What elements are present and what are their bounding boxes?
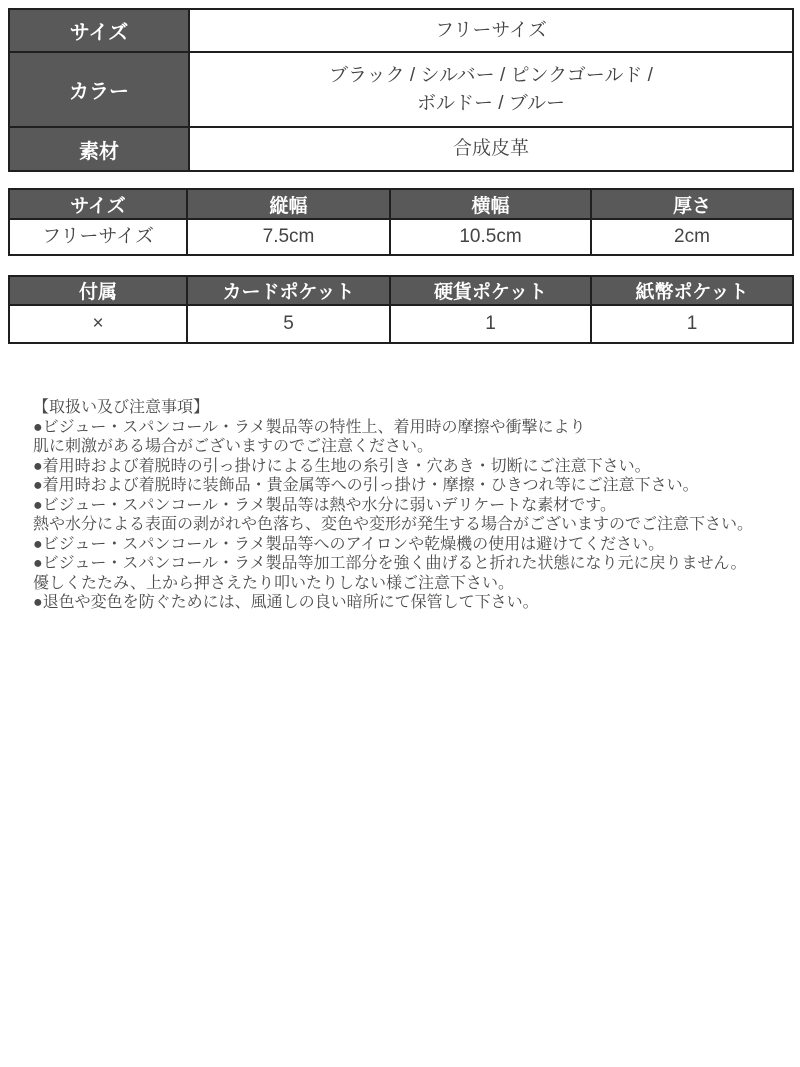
spec-label-color: カラー xyxy=(9,52,189,127)
note-line: 熱や水分による表面の剥がれや色落ち、変色や変形が発生する場合がございますのでご注意下さい。 xyxy=(33,516,754,533)
general-spec-table xyxy=(8,8,794,172)
spec-label-size: サイズ xyxy=(9,9,189,52)
pocket-value-accessory: × xyxy=(9,305,187,343)
notes-heading: 【取扱い及び注意事項】 xyxy=(33,399,210,416)
pocket-header-card: カードポケット xyxy=(187,276,390,305)
pocket-value-bill: 1 xyxy=(591,305,793,343)
note-line: 優しくたたみ、上から押さえたり叩いたりしない様ご注意下さい。 xyxy=(33,574,514,592)
dim-value-width: 10.5cm xyxy=(390,219,591,255)
note-line: ●ビジュー・スパンコール・ラメ製品等は熱や水分に弱いデリケートな素材です。 xyxy=(33,496,616,514)
pocket-header-accessory: 付属 xyxy=(9,276,187,305)
dim-header-height: 縦幅 xyxy=(187,189,390,219)
dimension-table xyxy=(8,188,794,256)
dim-value-height: 7.5cm xyxy=(187,219,390,255)
spec-value-size: フリーサイズ xyxy=(189,9,793,52)
dim-header-width: 横幅 xyxy=(390,189,591,219)
pocket-value-card: 5 xyxy=(187,305,390,343)
note-line: ●ビジュー・スパンコール・ラメ製品等加工部分を強く曲げると折れた状態になり元に戻りません。 xyxy=(33,555,747,572)
pocket-table xyxy=(8,275,794,344)
note-line: ●ビジュー・スパンコール・ラメ製品等の特性上、着用時の摩擦や衝撃により xyxy=(33,418,586,436)
table-row xyxy=(9,127,793,171)
table-row xyxy=(9,219,793,255)
note-line: ●着用時および着脱時の引っ掛けによる生地の糸引き・穴あき・切断にご注意下さい。 xyxy=(33,457,651,475)
note-line: ●退色や変色を防ぐためには、風通しの良い暗所にて保管して下さい。 xyxy=(33,594,539,611)
dim-header-thickness: 厚さ xyxy=(591,189,793,219)
spec-value-color xyxy=(189,52,793,127)
dim-value-thickness: 2cm xyxy=(591,219,793,255)
dim-value-size: フリーサイズ xyxy=(9,219,187,255)
note-line: 肌に刺激がある場合がございますのでご注意ください。 xyxy=(33,438,434,455)
table-row xyxy=(9,9,793,52)
dim-header-size: サイズ xyxy=(9,189,187,219)
note-line: ●着用時および着脱時に装飾品・貴金属等への引っ掛け・摩擦・ひきつれ等にご注意下さい。 xyxy=(33,477,699,494)
pocket-header-coin: 硬貨ポケット xyxy=(390,276,591,305)
color-list-line2: ボルドー / ブルー xyxy=(416,92,566,114)
pocket-value-coin: 1 xyxy=(390,305,591,343)
handling-notes xyxy=(0,398,800,613)
note-line: ●ビジュー・スパンコール・ラメ製品等へのアイロンや乾燥機の使用は避けてください。 xyxy=(33,535,665,553)
spec-value-material: 合成皮革 xyxy=(189,127,793,171)
table-header-row xyxy=(9,189,793,219)
table-row xyxy=(9,305,793,343)
pocket-header-bill: 紙幣ポケット xyxy=(591,276,793,305)
color-list-line1: ブラック / シルバー / ピンクゴールド / xyxy=(329,64,653,86)
table-row xyxy=(9,52,793,127)
spec-label-material: 素材 xyxy=(9,127,189,171)
table-header-row xyxy=(9,276,793,305)
